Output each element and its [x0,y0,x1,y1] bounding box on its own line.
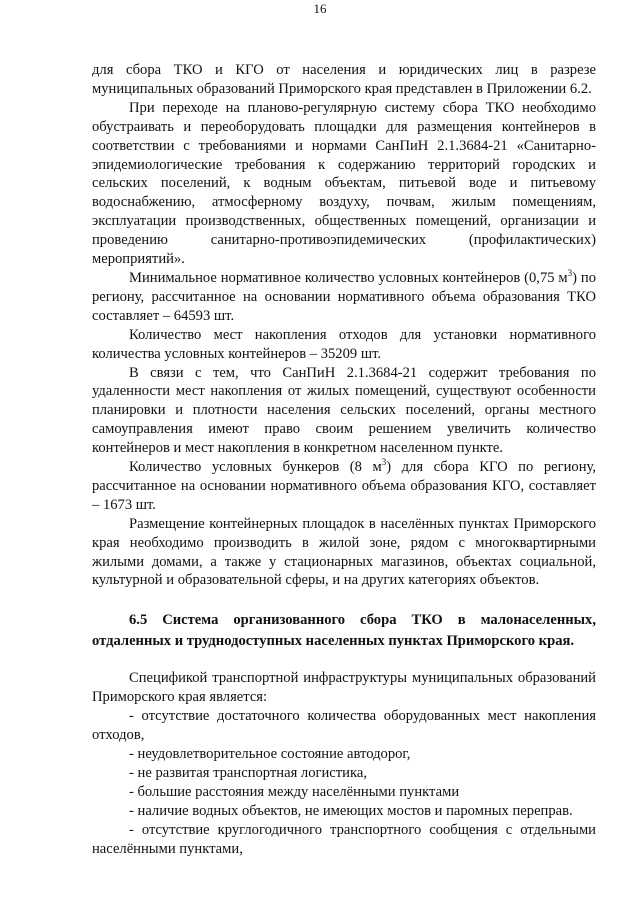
page-number: 16 [313,1,327,16]
superscript: 3 [567,268,573,279]
paragraph-placement: Размещение контейнерных площадок в населённых пунктах Приморского края необходимо производить в жилой зоне, рядом с многоквартирными жилыми домами, а также у стационарных магазинов, объектах социальной, культурной и образовательной сферы, и на других категориях объектов. [92,515,596,589]
paragraph-transport-specifics: Спецификой транспортной инфраструктуры муниципальных образований Приморского края является: [92,670,596,706]
superscript: 3 [381,457,387,468]
body-text [92,61,596,858]
list-item: - отсутствие круглогодичного транспортного сообщения с отдельными населёнными пунктами, [92,821,596,857]
paragraph-local-authorities: В связи с тем, что СанПиН 2.1.3684-21 содержит требования по удаленности мест накопления от жилых помещений, существуют особенности планировки и плотности населения сельских поселений, органы местного самоуправления имеют право своим решением увеличить количество контейнеров и мест накопления в конкретном населенном пункте. [92,364,596,457]
paragraph-bunkers [92,458,596,515]
list-item: - наличие водных объектов, не имеющих мостов и паромных переправ. [129,802,573,819]
list-item: - неудовлетворительное состояние автодорог, [129,746,411,762]
paragraph-sanpin-requirements: При переходе на планово-регулярную систему сбора ТКО необходимо обустраивать и переоборудовать площадки для размещения контейнеров в соответствии с требованиями и нормами СанПиН 2.1.3684-21 «Санитарно-эпидемиологические требования к содержанию территорий городских и сельских поселений, к водным объектам, питьевой воде и питьевому водоснабжению, атмосферному воздуху, почвам, жилым помещениям, эксплуатации производственных, общественных помещений, организации и проведению санитарно-противоэпидемических (профилактических) мероприятий». [92,99,596,268]
list-item: - отсутствие достаточного количества оборудованных мест накопления отходов, [92,708,596,744]
list-item: - не развитая транспортная логистика, [129,764,367,781]
section-heading: 6.5 Система организованного сбора ТКО в малонаселенных, отдаленных и труднодоступных населенных пунктах Приморского края. [92,612,596,649]
text: ) для сбора КГО по региону, рассчитанное на основании нормативного объема образования КГО, составляет – 1673 шт. [92,459,596,513]
paragraph-continuation: для сбора ТКО и КГО от населения и юридических лиц в разрезе муниципальных образований Приморского края представлен в Приложении 6.2. [92,62,596,97]
text: ) по региону, рассчитанное на основании нормативного объема образования ТКО составляет – 64593 шт. [92,269,596,324]
text: Минимальное нормативное количество условных контейнеров (0,75 м [129,269,568,286]
text: Количество условных бункеров (8 м [129,459,382,476]
paragraph-min-containers [92,269,596,326]
paragraph-accumulation-sites: Количество мест накопления отходов для установки нормативного количества условных контейнеров – 35209 шт. [92,326,596,362]
list-item: - большие расстояния между населёнными пунктами [129,783,460,800]
